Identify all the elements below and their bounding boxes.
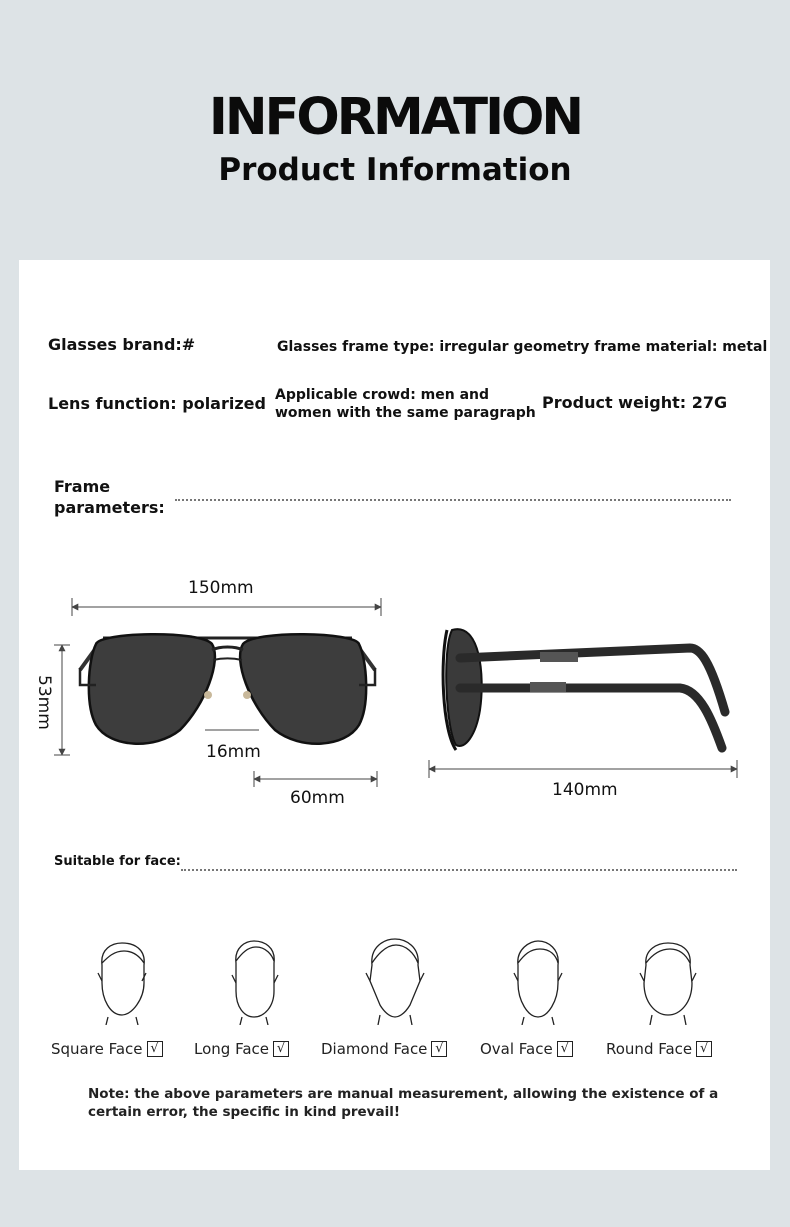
glasses-front-view xyxy=(80,634,375,743)
face-name: Square Face xyxy=(51,1040,143,1058)
glasses-diagram xyxy=(0,560,790,820)
frame-params-label-line1: Frame xyxy=(54,477,111,496)
diamond-face-icon xyxy=(366,939,424,1025)
oval-face-icon xyxy=(514,941,562,1025)
spec-crowd-line1: Applicable crowd: men and xyxy=(275,387,490,403)
checkmark-icon: √ xyxy=(696,1041,712,1057)
page-title: INFORMATION xyxy=(208,88,582,147)
total-width-label: 150mm xyxy=(188,578,254,598)
spec-crowd-line2: women with the same paragraph xyxy=(275,405,536,421)
checkmark-icon: √ xyxy=(431,1041,447,1057)
page-subtitle: Product Information xyxy=(218,152,572,188)
glasses-side-view xyxy=(443,629,725,750)
face-option-round xyxy=(606,1040,712,1058)
frame-params-divider xyxy=(175,499,731,501)
spec-brand: Glasses brand:# xyxy=(48,335,196,354)
face-name: Diamond Face xyxy=(321,1040,428,1058)
face-name: Oval Face xyxy=(480,1040,553,1058)
frame-params-label-line2: parameters: xyxy=(54,498,165,517)
suitable-face-label: Suitable for face: xyxy=(54,854,181,869)
note-line1: Note: the above parameters are manual measurement, allowing the existence of a xyxy=(88,1086,719,1102)
face-option-square xyxy=(51,1040,163,1058)
long-face-icon xyxy=(232,941,278,1025)
face-name: Long Face xyxy=(194,1040,269,1058)
face-option-long xyxy=(194,1040,289,1058)
spec-lens-function: Lens function: polarized xyxy=(48,394,266,413)
checkmark-icon: √ xyxy=(147,1041,163,1057)
face-icons xyxy=(0,935,790,1025)
face-name: Round Face xyxy=(606,1040,693,1058)
suitable-face-divider xyxy=(181,869,737,871)
face-option-diamond xyxy=(321,1040,447,1058)
spec-weight: Product weight: 27G xyxy=(542,393,728,412)
bridge-width-label: 16mm xyxy=(206,742,261,762)
checkmark-icon: √ xyxy=(273,1041,289,1057)
note-line2: certain error, the specific in kind prevail! xyxy=(88,1104,400,1120)
lens-height-label: 53mm xyxy=(34,675,54,730)
lens-width-label: 60mm xyxy=(290,788,345,808)
spec-frame-type: Glasses frame type: irregular geometry frame material: metal xyxy=(277,339,768,355)
temple-length-label: 140mm xyxy=(552,780,618,800)
square-face-icon xyxy=(98,943,146,1025)
checkmark-icon: √ xyxy=(557,1041,573,1057)
face-option-oval xyxy=(480,1040,573,1058)
round-face-icon xyxy=(640,943,696,1025)
